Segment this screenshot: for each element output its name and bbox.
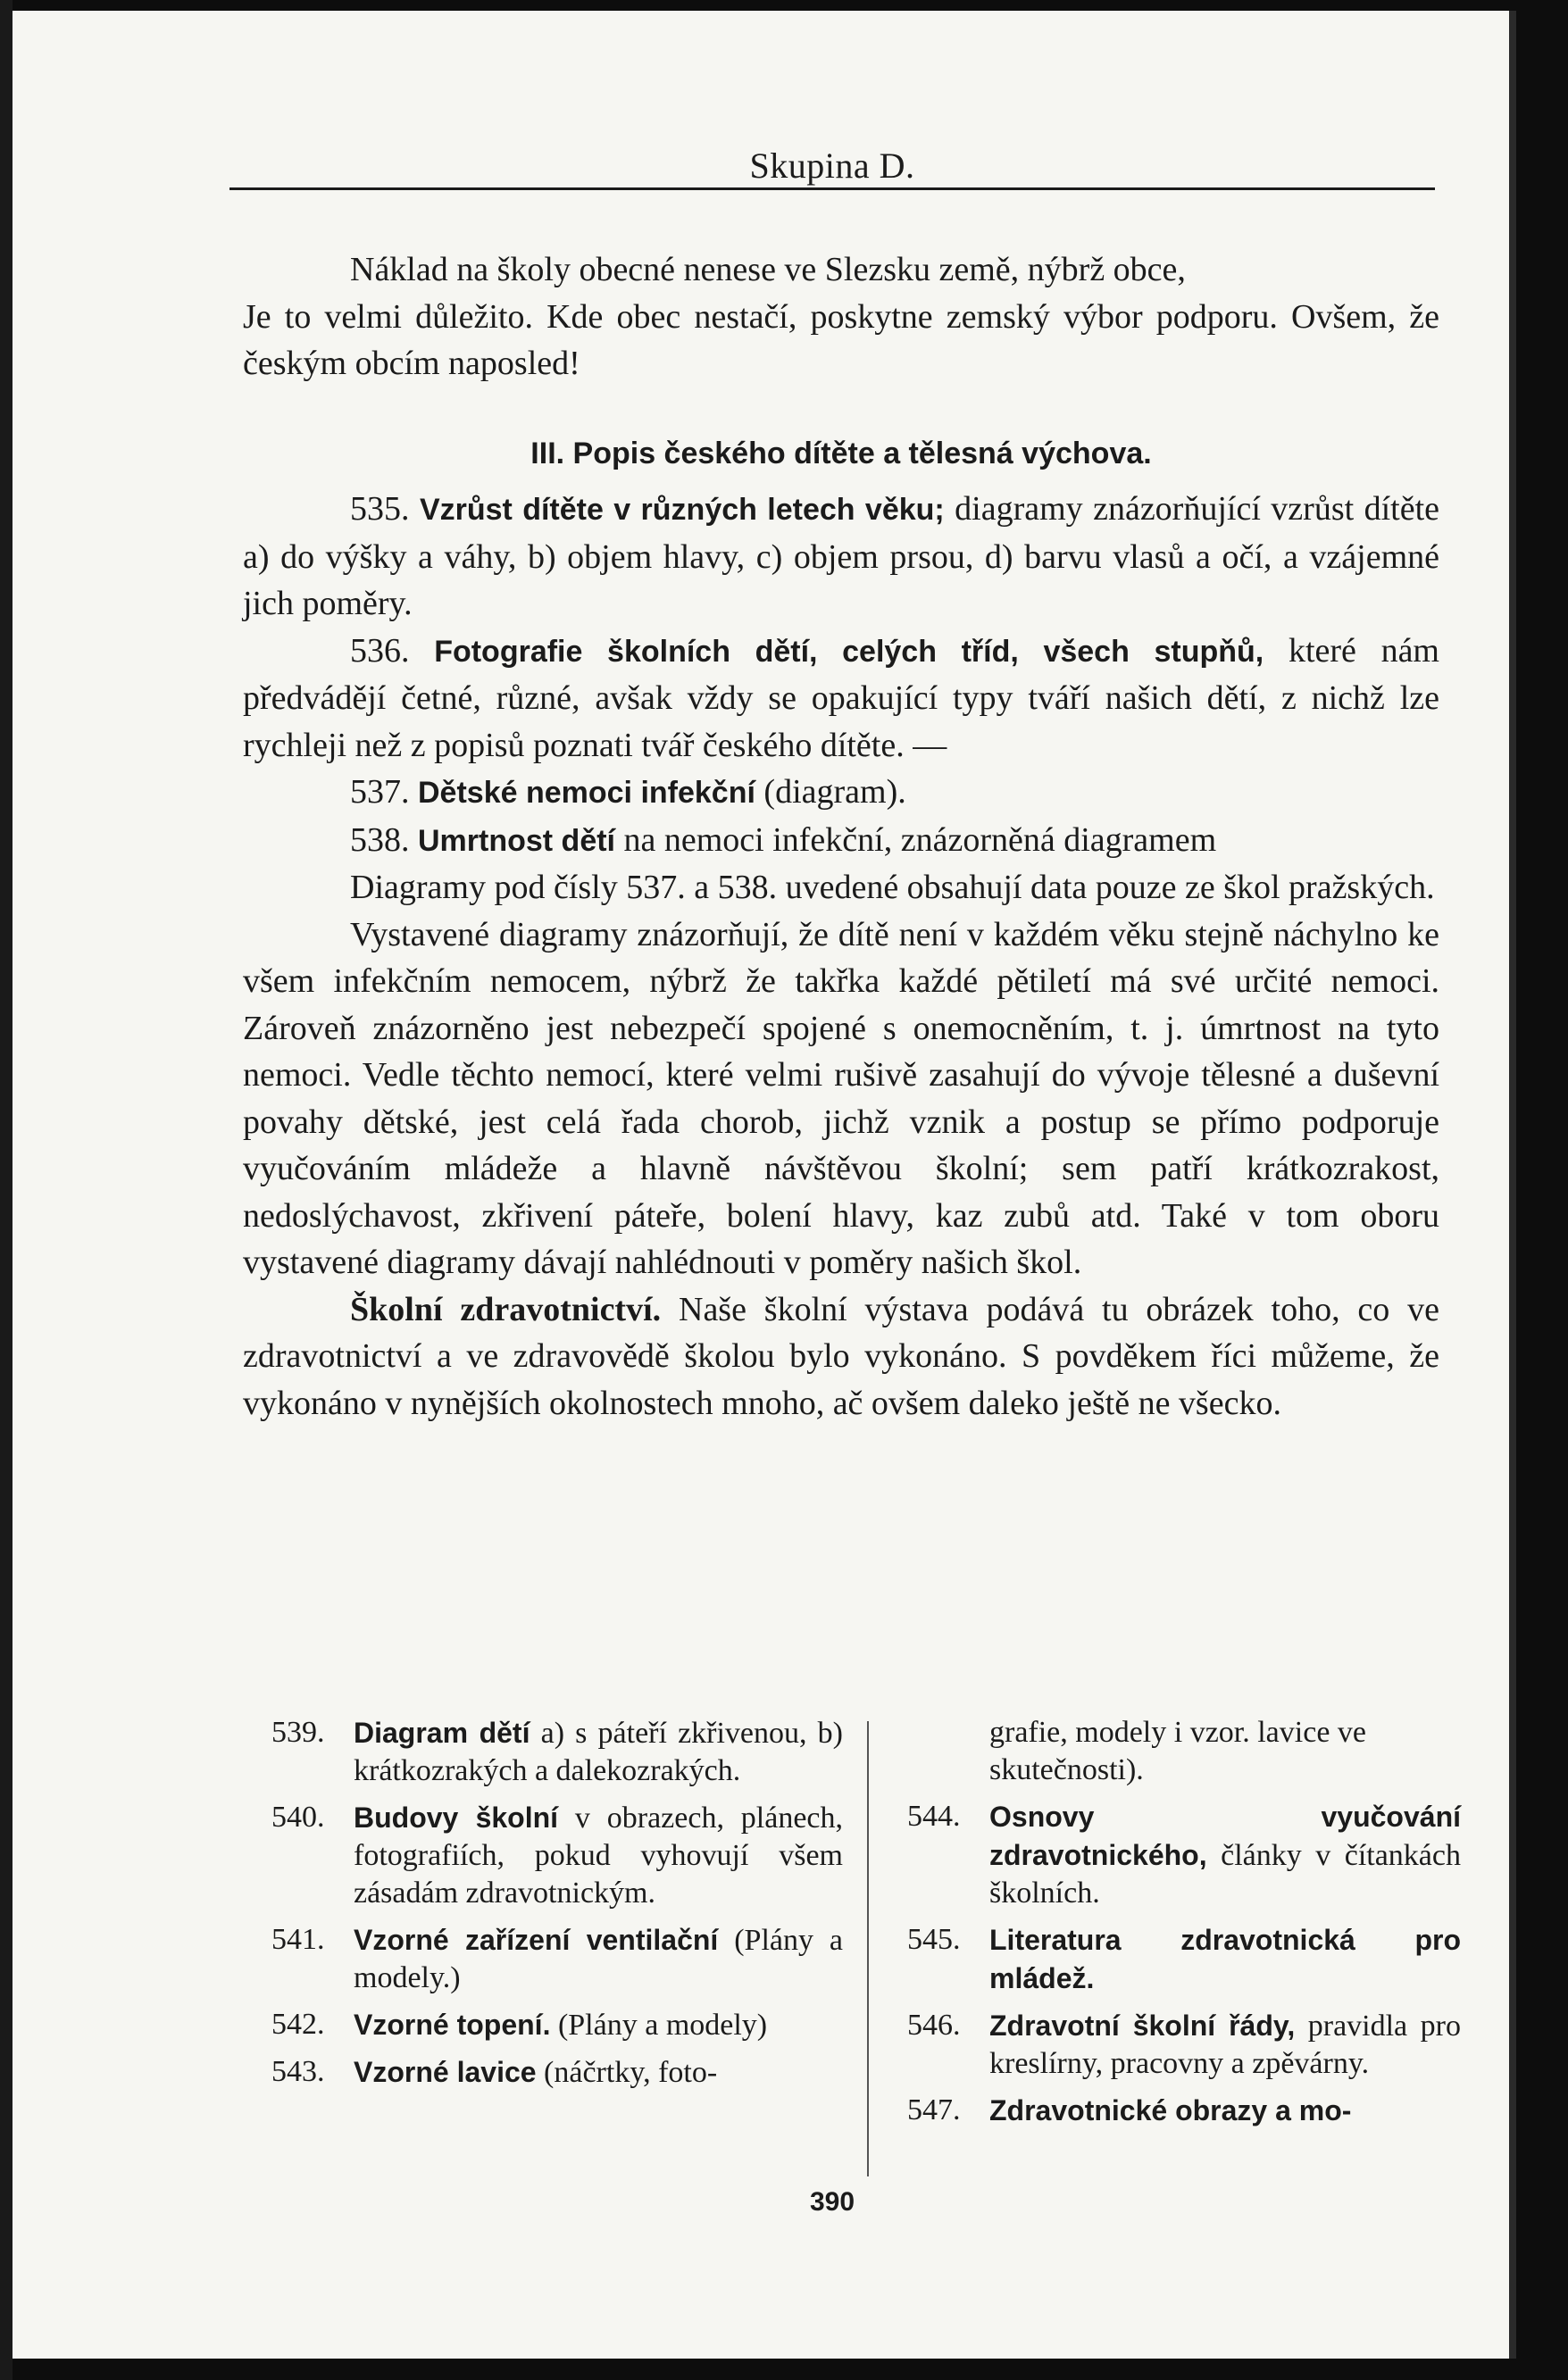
health-title: Školní zdravotnictví. [350,1290,662,1328]
entry-543 [271,2053,843,2092]
diagrams-paragraph: Vystavené diagramy znázorňují, že dítě není v každém věku stejně náchylno ke všem infekčním nemocem, nýbrž že takřka každé pětiletí má své určité nemoci. Zároveň znázorněno jest nebezpečí spojené s onemocněním, t. j. úmrtnost na tyto nemoci. Vedle těchto nemocí, které velmi rušivě zasahují do vývoje tělesné a duševní povahy dětské, jest celá řada chorob, jichž vznik a postup se přímo podporuje vyučováním mládeže a hlavně návštěvou školní; sem patří krátkozrakost, nedoslýchavost, zkřivení páteře, bolení hlavy, kaz zubů atd. Také v tom oboru vystavené diagramy dávají nahlédnouti v poměry našich škol. [243,915,1439,1281]
entry-title: Umrtnost dětí [418,823,615,858]
entry-title: Budovy školní [354,1802,559,1834]
entry-title: Diagram dětí [354,1717,530,1749]
entry-text: (náčrtky, foto- [536,2056,718,2089]
entry-title: Osnovy vyučování zdravotnického, [989,1801,1461,1871]
entry-number: 546. [907,2009,961,2042]
entry-text: které nám předvádějí četné, různé, avšak vždy se opakující typy tváří našich dětí, z nichž lze rychleji než z popisů poznati tvář českého dítěte. — [243,631,1439,764]
entry-title: Vzorné lavice [354,2056,537,2088]
column-divider [867,1721,869,2176]
section-heading: III. Popis českého dítěte a tělesná výchova. [530,436,1152,470]
entry-544 [907,1798,1461,1912]
entry-title: Zdravotní školní řády, [989,2010,1296,2042]
entry-number: 535. [350,490,410,528]
entry-text: (Plány a modely.) [354,1924,843,1994]
main-text [243,246,1439,1427]
entry-text: (Plány a modely) [550,2009,768,2042]
entry-537 [243,769,1439,817]
right-column [907,1714,1461,2139]
entry-545 [907,1921,1461,1998]
entry-number: 542. [271,2008,325,2041]
entry-title: Literatura zdravotnická pro mládež. [989,1924,1461,1994]
left-column [271,1714,843,2101]
entry-title: Fotografie školních dětí, celých tříd, všech stupňů, [434,634,1264,669]
entry-text: pravidla pro kreslírny, pracovny a zpěvárny. [989,2010,1462,2080]
entry-number: 545. [907,1923,961,1956]
entry-number: 544. [907,1800,961,1833]
entry-540 [271,1799,843,1912]
running-header: Skupina D. [749,146,915,186]
header-rule [229,187,1435,190]
entry-number: 539. [271,1716,325,1749]
book-page [13,11,1516,2359]
entry-text: na nemoci infekční, znázorněná diagramem [615,820,1217,859]
entry-542 [271,2006,843,2044]
entry-number: 538. [350,820,410,859]
entry-543-continuation: grafie, modely i vzor. lavice ve skutečnosti). [989,1716,1366,1786]
entry-number: 547. [907,2093,961,2126]
entry-text: a) s páteří zkřivenou, b) krátkozrakých a dalekozrakých. [354,1717,843,1787]
entry-546 [907,2007,1461,2083]
two-column-list [271,1714,1468,2178]
page-number: 390 [809,2187,855,2217]
entry-title: Vzorné topení. [354,2009,551,2041]
intro-paragraph: Je to velmi důležito. Kde obec nestačí, poskytne zemský výbor podporu. Ovšem, že českým obcím naposled! [243,297,1439,382]
entry-title: Vzrůst dítěte v různých letech věku; [419,493,945,527]
entry-number: 543. [271,2055,325,2088]
entry-number: 537. [350,773,410,811]
entry-539 [271,1714,843,1790]
health-text: Naše školní výstava podává tu obrázek toho, co ve zdravotnictví a ve zdravovědě školou bylo vykonáno. S povděkem říci můžeme, že vykonáno v nynějších okolnostech mnoho, ač ovšem daleko ještě ne všecko. [243,1290,1439,1422]
intro-line: Náklad na školy obecné nenese ve Slezsku země, nýbrž obce, [350,251,1186,288]
entry-title: Zdravotnické obrazy a mo- [989,2094,1352,2126]
entry-number: 541. [271,1923,325,1956]
entry-541 [271,1921,843,1997]
entry-text: články v čítankách školních. [989,1839,1461,1910]
entry-number: 536. [350,631,410,670]
entry-535 [243,486,1439,628]
health-paragraph [243,1286,1439,1427]
entry-number: 540. [271,1801,325,1834]
entry-text: (diagram). [755,773,906,811]
entry-title: Vzorné zařízení ventilační [354,1924,719,1956]
entry-538 [243,817,1439,865]
scan-border [0,0,13,2380]
entry-title: Dětské nemoci infekční [418,776,755,810]
entry-547 [907,2092,1461,2130]
entry-text: diagramy znázorňující vzrůst dítěte a) do výšky a váhy, b) objem hlavy, c) objem prsou, d) barvu vlasů a očí, a vzájemné jich poměry. [243,490,1439,622]
entry-text: v obrazech, plánech, fotografiích, pokud vyhovují všem zásadám zdravotnickým. [354,1802,844,1910]
diagram-note: Diagramy pod čísly 537. a 538. uvedené obsahují data pouze ze škol pražských. [350,869,1435,906]
entry-536 [243,628,1439,770]
